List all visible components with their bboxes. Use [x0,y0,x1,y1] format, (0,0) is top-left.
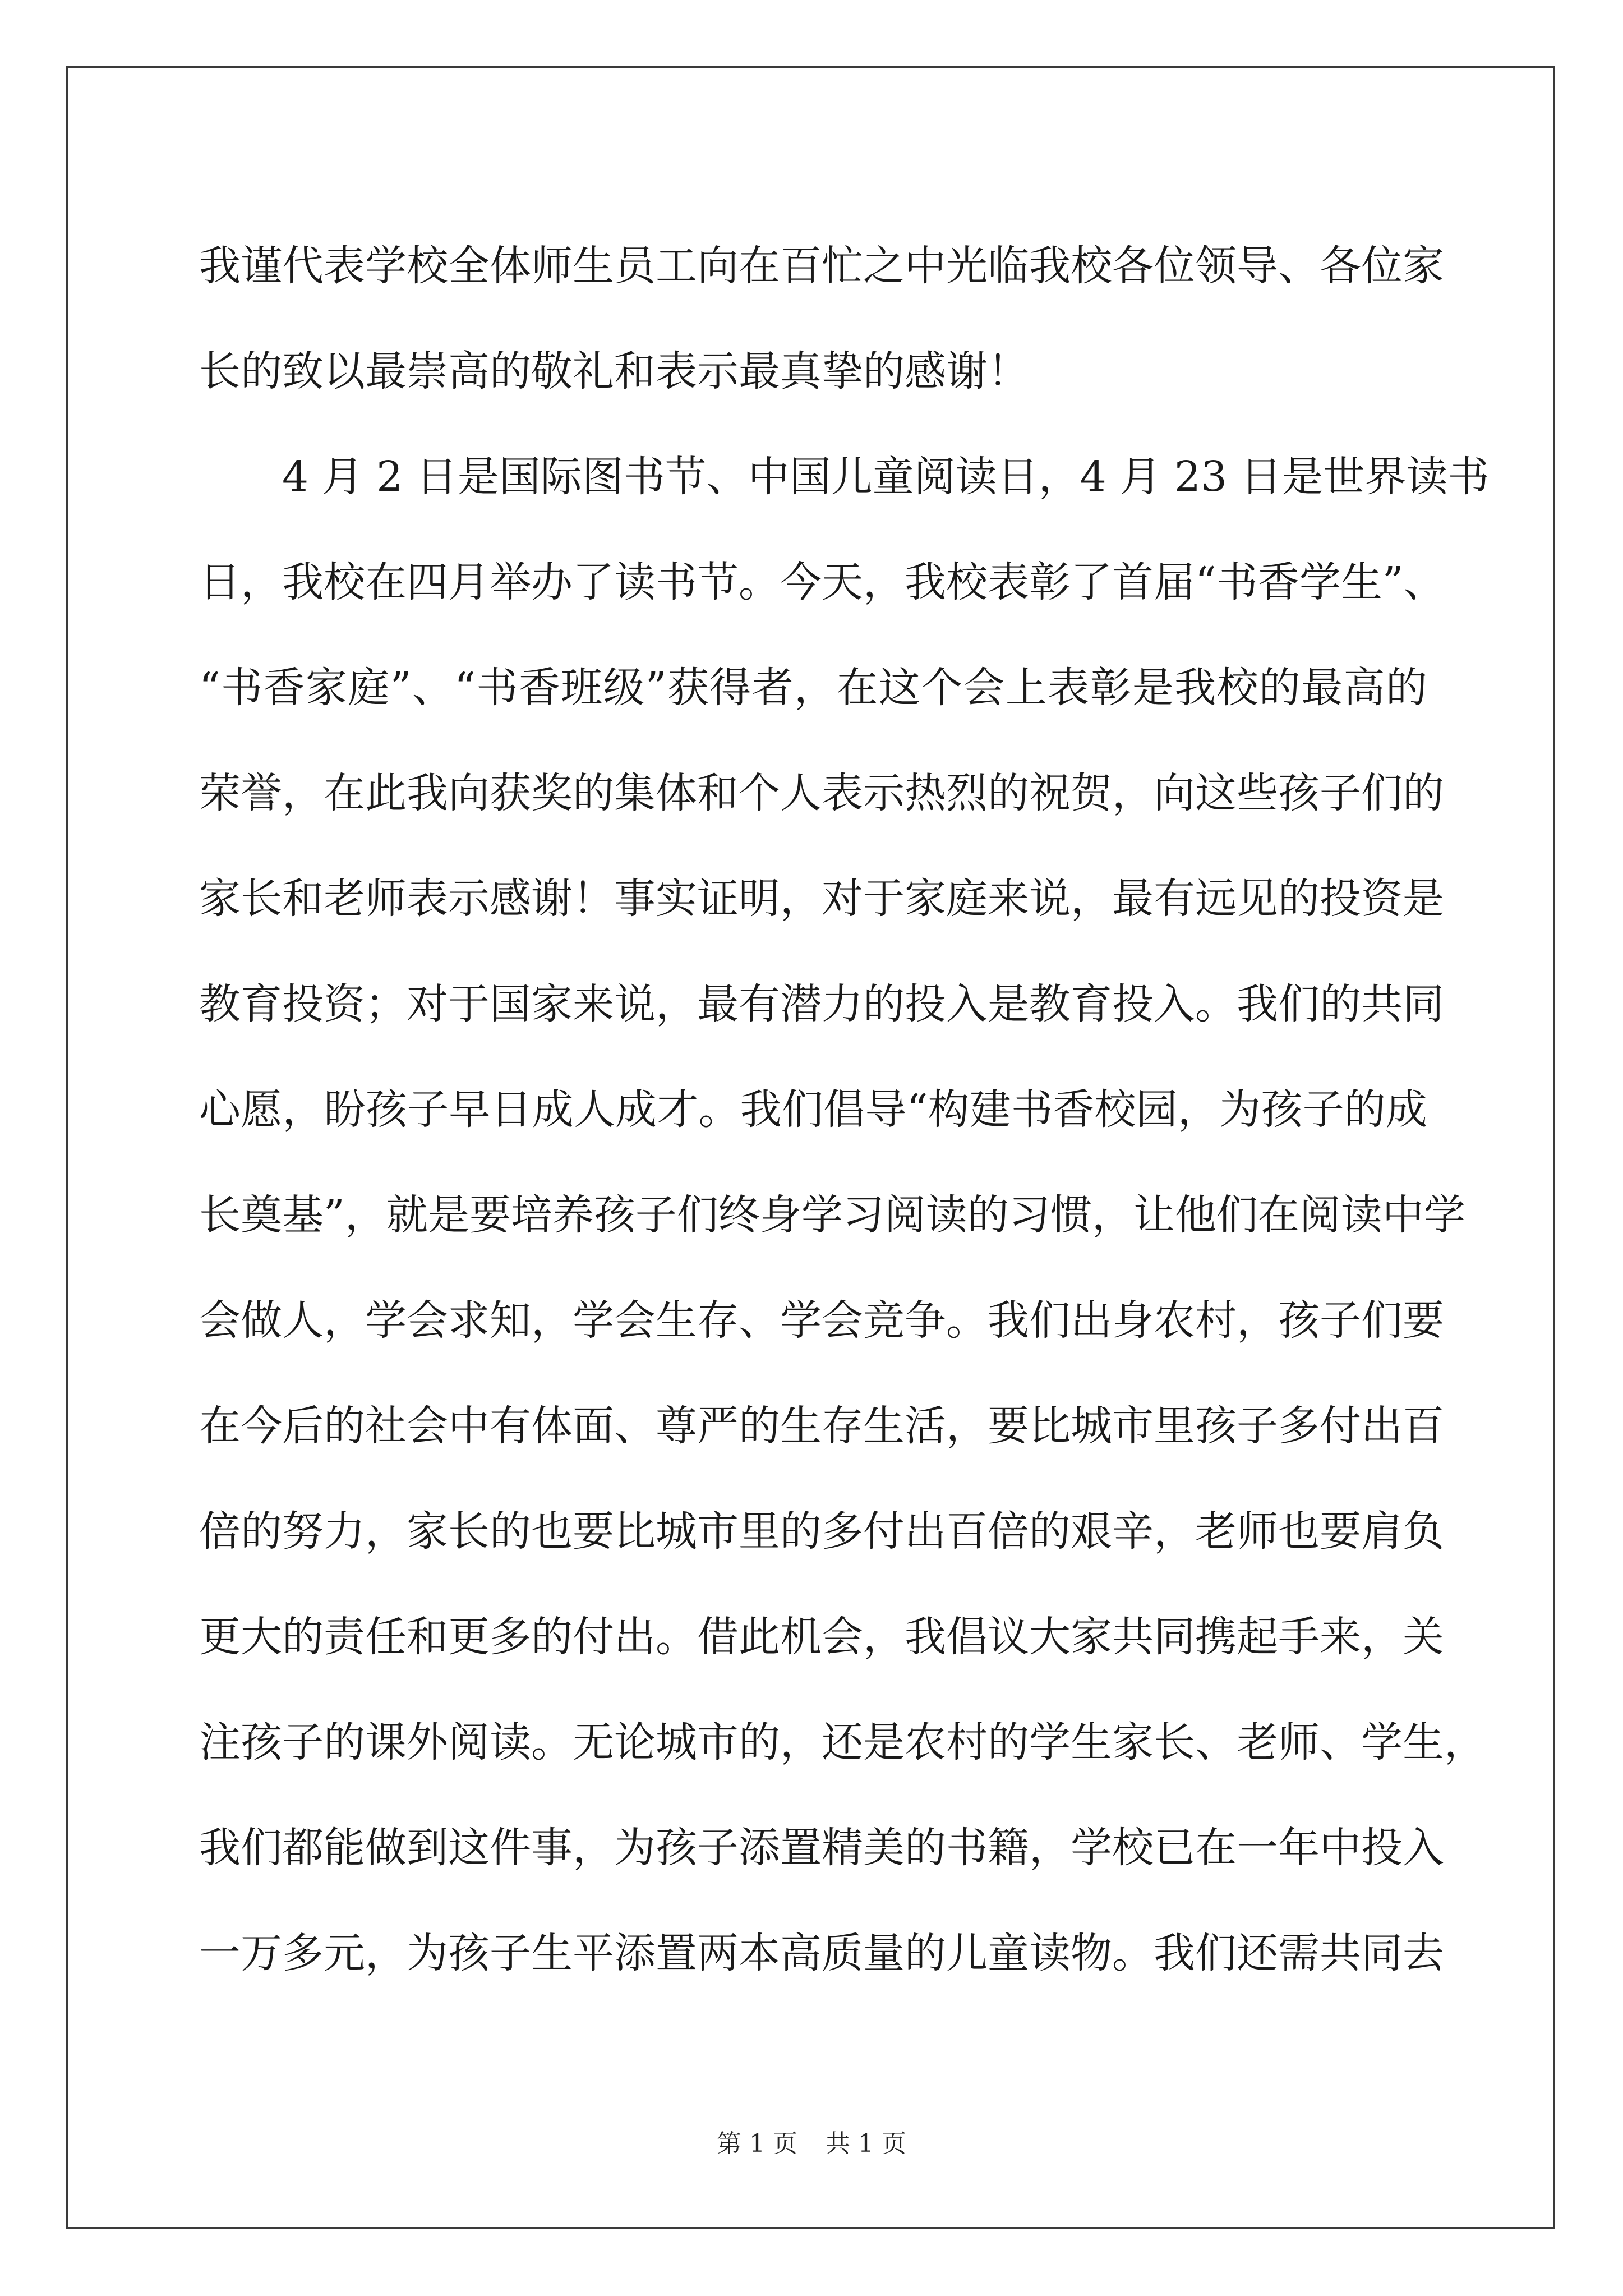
text-line: 会做人，学会求知，学会生存、学会竞争。我们出身农村，孩子们要 [199,1296,1444,1345]
text-line: 荣誉，在此我向获奖的集体和个人表示热烈的祝贺，向这些孩子们的 [199,769,1444,817]
text-line: 更大的责任和更多的付出。借此机会，我倡议大家共同携起手来，关 [199,1613,1444,1661]
text-line: 心愿，盼孩子早日成人成才。我们倡导“构建书香校园，为孩子的成 [199,1085,1427,1134]
text-line: 注孩子的课外阅读。无论城市的，还是农村的学生家长、老师、学生， [199,1718,1486,1766]
text-line: 家长和老师表示感谢！事实证明，对于家庭来说，最有远见的投资是 [199,875,1444,923]
page-footer [0,2123,1623,2159]
text-line: 教育投资；对于国家来说，最有潜力的投入是教育投入。我们的共同 [199,980,1444,1028]
text-line: “书香家庭”、“书香班级”获得者，在这个会上表彰是我校的最高的 [199,664,1427,712]
text-line: 我谨代表学校全体师生员工向在百忙之中光临我校各位领导、各位家 [199,242,1444,290]
page-number-current: 第 1 页 [717,2129,797,2158]
page-number-total: 共 1 页 [826,2129,906,2158]
text-line: 长奠基”，就是要培养孩子们终身学习阅读的习惯，让他们在阅读中学 [199,1191,1465,1239]
text-line: 日，我校在四月举办了读书节。今天，我校表彰了首届“书香学生”、 [199,558,1445,606]
text-line: 在今后的社会中有体面、尊严的生存生活，要比城市里孩子多付出百 [199,1402,1444,1450]
text-line: 4 月 2 日是国际图书节、中国儿童阅读日，4 月 23 日是世界读书 [282,453,1490,501]
text-line: 长的致以最崇高的敬礼和表示最真挚的感谢！ [199,347,1029,395]
document-body [199,213,1490,2006]
text-line: 一万多元，为孩子生平添置两本高质量的儿童读物。我们还需共同去 [199,1929,1444,1977]
text-line: 倍的努力，家长的也要比城市里的多付出百倍的艰辛，老师也要肩负 [199,1507,1444,1556]
text-line: 我们都能做到这件事，为孩子添置精美的书籍，学校已在一年中投入 [199,1824,1444,1872]
